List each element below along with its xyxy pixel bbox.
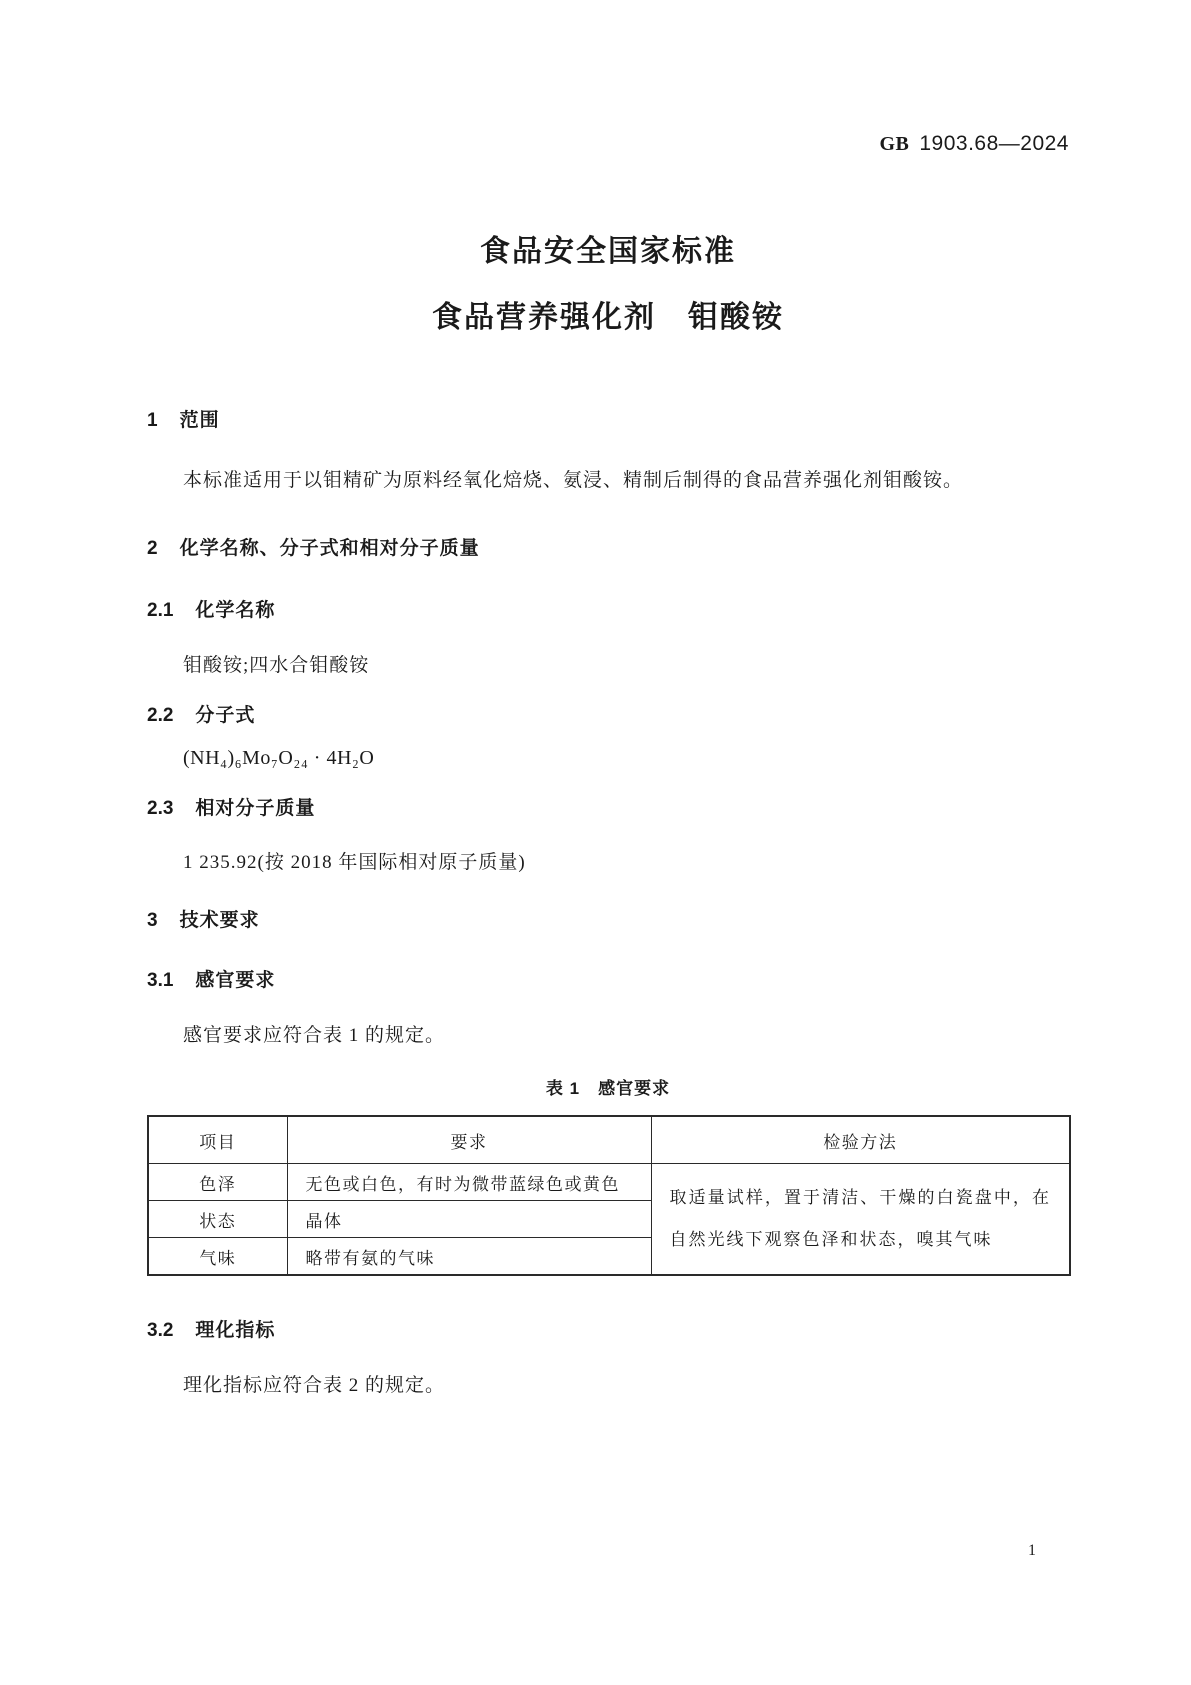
row-color-requirement: 无色或白色，有时为微带蓝绿色或黄色 xyxy=(287,1164,651,1201)
standard-code xyxy=(879,132,1069,156)
clause-2-3-number: 2.3 xyxy=(147,798,174,819)
table-header-requirement: 要求 xyxy=(287,1116,651,1164)
standard-code-prefix: GB xyxy=(879,133,910,155)
standard-code-number: 1903.68—2024 xyxy=(919,132,1069,155)
clause-2-title: 化学名称、分子式和相对分子质量 xyxy=(179,538,480,559)
row-state-requirement: 晶体 xyxy=(287,1201,651,1238)
table-1-sensory-requirements xyxy=(147,1115,1071,1276)
doc-title-line2: 食品营养强化剂 钼酸铵 xyxy=(432,301,784,334)
clause-3-1-title: 感官要求 xyxy=(195,970,276,991)
clause-2-heading xyxy=(147,533,480,560)
clause-3-heading xyxy=(147,905,260,932)
row-odor-item: 气味 xyxy=(148,1238,287,1276)
clause-2-2-heading xyxy=(147,700,255,727)
clause-2-1-number: 2.1 xyxy=(147,600,174,621)
table-1-caption: 表 1 感官要求 xyxy=(545,1079,671,1098)
clause-2-number: 2 xyxy=(147,538,158,559)
clause-3-2-heading xyxy=(147,1315,275,1342)
clause-2-3-body: 1 235.92(按 2018 年国际相对原子质量) xyxy=(183,852,526,873)
clause-3-title: 技术要求 xyxy=(179,910,260,931)
clause-3-1-body: 感官要求应符合表 1 的规定。 xyxy=(183,1025,446,1046)
page-number: 1 xyxy=(1028,1542,1036,1559)
clause-1-heading xyxy=(147,405,220,432)
table-row xyxy=(148,1164,1070,1201)
clause-1-body: 本标准适用于以钼精矿为原料经氧化焙烧、氨浸、精制后制得的食品营养强化剂钼酸铵。 xyxy=(183,470,964,491)
clause-2-1-title: 化学名称 xyxy=(195,600,276,621)
clause-2-3-title: 相对分子质量 xyxy=(195,798,316,819)
clause-2-1-body: 钼酸铵;四水合钼酸铵 xyxy=(183,655,370,676)
row-state-item: 状态 xyxy=(148,1201,287,1238)
doc-title-line1: 食品安全国家标准 xyxy=(480,235,736,268)
molecular-formula: (NH₄)₆Mo₇O₂₄ · 4H₂O xyxy=(183,747,375,769)
clause-3-number: 3 xyxy=(147,910,158,931)
clause-1-title: 范围 xyxy=(179,410,220,431)
row-odor-requirement: 略带有氨的气味 xyxy=(287,1238,651,1276)
clause-3-1-number: 3.1 xyxy=(147,970,174,991)
clause-2-1-heading xyxy=(147,595,275,622)
clause-3-1-heading xyxy=(147,965,275,992)
table-header-method: 检验方法 xyxy=(651,1116,1070,1164)
table-header-item: 项目 xyxy=(148,1116,287,1164)
inspection-method-cell: 取适量试样，置于清洁、干燥的白瓷盘中，在自然光线下观察色泽和状态，嗅其气味 xyxy=(651,1164,1070,1276)
clause-3-2-title: 理化指标 xyxy=(195,1320,276,1341)
clause-3-2-body: 理化指标应符合表 2 的规定。 xyxy=(183,1375,446,1396)
clause-2-2-title: 分子式 xyxy=(195,705,256,726)
table-header-row xyxy=(148,1116,1070,1164)
row-color-item: 色泽 xyxy=(148,1164,287,1201)
clause-3-2-number: 3.2 xyxy=(147,1320,174,1341)
clause-2-3-heading xyxy=(147,793,315,820)
clause-1-number: 1 xyxy=(147,410,158,431)
clause-2-2-number: 2.2 xyxy=(147,705,174,726)
